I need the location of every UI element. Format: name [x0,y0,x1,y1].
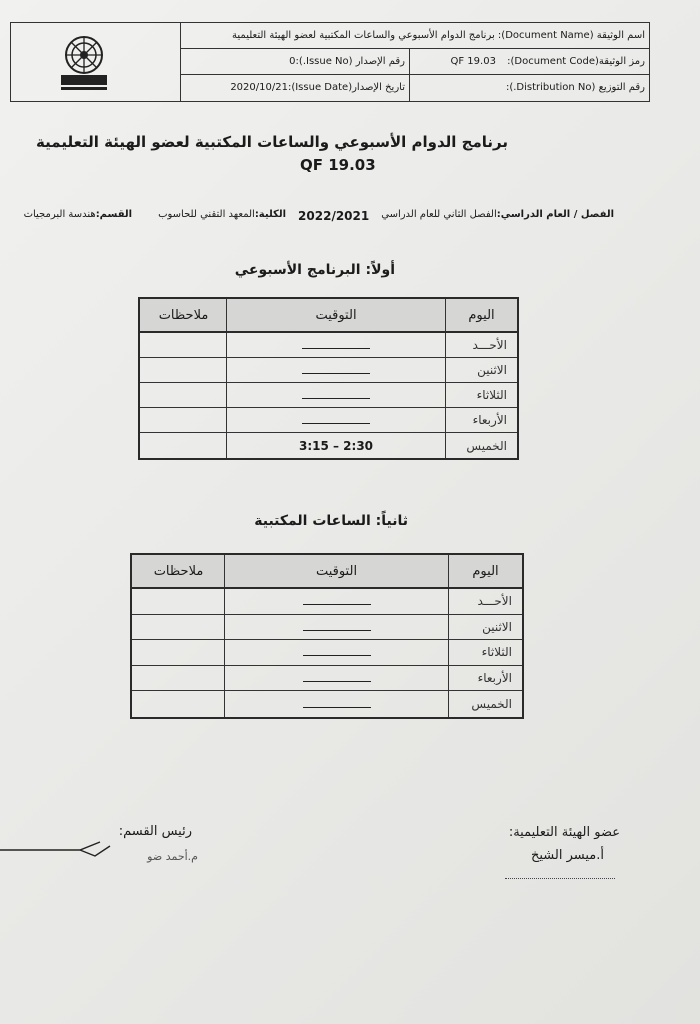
time-cell [224,589,448,614]
blank-line [302,422,370,424]
table-header-row [140,299,517,333]
notes-cell [141,408,226,432]
department-head-label: رئيس القسم: [118,824,192,839]
day-cell: الأربعاء [445,408,517,432]
table-row [132,666,522,692]
notes-cell [133,589,224,614]
table-row [132,589,522,615]
doc-code-cell [409,49,649,74]
table-row [132,615,522,641]
office-hours-title: ثانياً: الساعات المكتبية [254,513,408,529]
time-cell: 3:15 – 2:30 [226,433,445,458]
day-cell: الأحـــد [445,333,517,357]
table-row [132,691,522,717]
department-label: القسم: [95,209,133,220]
distribution-no: رقم التوزيع (Distribution No.): [409,75,649,101]
form-code: QF 19.03 [300,156,376,174]
header-row-code [181,49,649,75]
time-cell [226,383,445,407]
day-cell: الثلاثاء [445,383,517,407]
time-cell [226,333,445,357]
issue-no: رقم الإصدار (Issue No.):0 [289,56,405,67]
table-row [140,408,517,433]
college-label: الكلية: [254,209,287,220]
table-row [140,358,517,383]
day-cell: الاثنين [445,358,517,382]
header-notes: ملاحظات [158,307,209,323]
academic-year: 2022/2021 [298,209,370,223]
header-notes: ملاحظات [153,563,204,579]
notes-cell [141,433,226,458]
doc-name: اسم الوثيقة (Document Name): برنامج الدوام الأسبوعي والساعات المكتبية لعضو الهيئة التعليمية [232,30,645,41]
weekly-schedule-table [138,297,519,460]
doc-code-label: رمز الوثيقة(Document Code): [507,56,645,67]
time-cell [224,615,448,640]
day-cell: الثلاثاء [448,640,522,665]
time-cell [226,408,445,432]
blank-line [303,680,371,682]
header-day: اليوم [448,555,522,587]
table-row [132,640,522,666]
university-logo [55,33,113,95]
header-row-doc-name [181,23,649,49]
blank-line [303,629,371,631]
table-row [140,333,517,358]
day-cell: الأربعاء [448,666,522,691]
weekly-schedule-title: أولاً: البرنامج الأسبوعي [234,262,395,278]
day-cell: الخميس [448,691,522,717]
notes-cell [133,691,224,717]
doc-code: QF 19.03 [450,56,496,67]
notes-cell [141,358,226,382]
time-cell [224,666,448,691]
department-value: هندسة البرمجيات [23,209,96,220]
semester-info-line [24,209,614,223]
member-signature-line [505,878,615,879]
form-title: برنامج الدوام الأسبوعي والساعات المكتبية لعضو الهيئة التعليمية [36,133,508,151]
header-time: التوقيت [226,299,445,331]
semester-label: الفصل / العام الدراسي: [496,209,614,220]
blank-line [303,706,371,708]
header-time: التوقيت [224,555,448,587]
day-cell: الأحـــد [448,589,522,614]
blank-line [303,654,371,656]
blank-line [303,603,371,605]
header-row-distribution [181,75,649,101]
table-row [140,383,517,408]
notes-cell [141,333,226,357]
issue-date: تاريخ الإصدار(Issue Date):2020/10/21 [230,82,405,93]
blank-line [302,372,370,374]
semester-value: الفصل الثاني للعام الدراسي [381,209,497,220]
time-cell [224,640,448,665]
day-cell: الخميس [445,433,517,458]
blank-line [302,347,370,349]
office-hours-table [130,553,524,719]
notes-cell [133,640,224,665]
table-header-row [132,555,522,589]
college-value: المعهد التقني للحاسوب [158,209,255,220]
blank-line [302,397,370,399]
notes-cell [141,383,226,407]
department-head-name: م.أحمد ضو [147,850,198,863]
department-head-signature [0,836,120,866]
logo-cell [11,23,181,101]
notes-cell [133,615,224,640]
header-day: اليوم [445,299,517,331]
day-cell: الاثنين [448,615,522,640]
document-header [10,22,650,102]
faculty-member-label: عضو الهيئة التعليمية: [508,825,620,840]
notes-cell [133,666,224,691]
table-row [140,433,517,458]
time-cell [224,691,448,717]
faculty-member-name: أ.ميسر الشيخ [530,848,604,863]
time-cell [226,358,445,382]
